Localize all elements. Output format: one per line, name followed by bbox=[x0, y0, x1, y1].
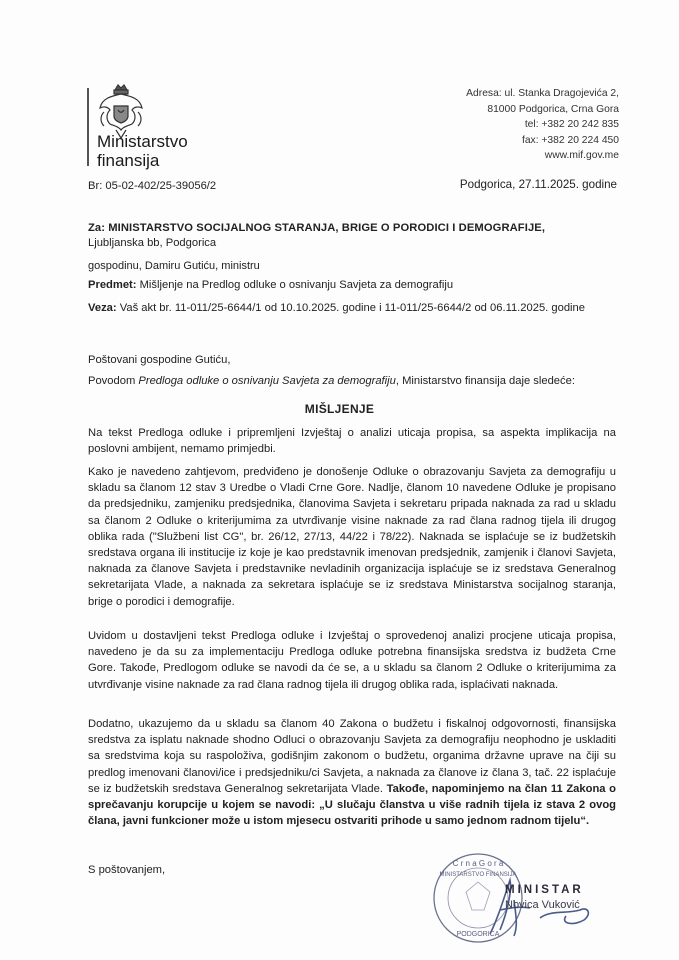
intro-after: , Ministarstvo finansija daje sledeće: bbox=[395, 375, 575, 387]
reference-number: Br: 05-02-402/25-39056/2 bbox=[88, 180, 217, 192]
paragraph-1: Na tekst Predloga odluke i pripremljeni Izvještaj o analizi uticaja propisa, sa aspekta implikacija na poslovni ambijent, nemamo primjedbi. bbox=[88, 427, 616, 456]
intro-paragraph bbox=[88, 374, 616, 389]
reference-link-line bbox=[88, 301, 618, 316]
subject-text: Mišljenje na Predlog odluke o osnivanju Savjeta za demografiju bbox=[139, 279, 454, 291]
closing-line: S poštovanjem, bbox=[88, 864, 166, 876]
addressee: gospodinu, Damiru Gutiću, ministru bbox=[88, 260, 260, 272]
svg-text:MINISTARSTVO FINANSIJA: MINISTARSTVO FINANSIJA bbox=[439, 872, 517, 878]
recipient-label: Za: bbox=[88, 222, 106, 234]
ministry-name-line1: Ministarstvo bbox=[97, 132, 188, 151]
recipient-address: Ljubljanska bb, Podgorica bbox=[88, 237, 217, 249]
svg-text:PODGORICA: PODGORICA bbox=[456, 931, 500, 938]
opinion-heading: MIŠLJENJE bbox=[304, 402, 375, 416]
subject-line bbox=[88, 279, 453, 291]
svg-text:C r n a G o r a: C r n a G o r a bbox=[452, 859, 504, 868]
veza-label: Veza: bbox=[88, 302, 117, 314]
subject-label: Predmet: bbox=[88, 279, 137, 291]
paragraph-4 bbox=[88, 716, 616, 829]
paragraph-4-regular: Dodatno, ukazujemo da u skladu sa članom 40 Zakona o budžetu i fiskalnoj odgovornosti, finansijska sredstva za isplatu naknade shodno Odluci o obrazovanju Savjeta za demografiju neophodno je uskladiti sa sredstvima koja su raspoloživa, godišnjim zakonom o budžetu, organima državne uprave na čiji su predlog imenovani članovi/ice i predsjedniku/ci Savjeta, a naknada za članove iz člana 3, tač. 22 isplaćuje se iz budžetskih sredstava Generalnog sekretarijata Vlade. bbox=[88, 718, 616, 795]
recipient-organization: MINISTARSTVO SOCIJALNOG STARANJA, BRIGE O PORODICI I DEMOGRAFIJE, bbox=[108, 222, 546, 234]
salutation: Poštovani gospodine Gutiću, bbox=[88, 354, 231, 366]
veza-text: Vaš akt br. 11-011/25-6644/1 od 10.10.2025. godine i 11-011/25-6644/2 od 06.11.2025. godine bbox=[119, 302, 585, 314]
signatory-title: MINISTAR bbox=[505, 884, 584, 896]
ministry-name bbox=[97, 132, 188, 170]
address-street: Adresa: ul. Stanka Dragojevića 2, bbox=[466, 88, 619, 99]
intro-before: Povodom bbox=[88, 375, 139, 387]
paragraph-4-bold: Takođe, napominjemo na član 11 Zakona o sprečavanju korupcije u kojem se navodi: „U slučaju članstva u više radnih tijela iz stava 2 ovog člana, javni funkcioner može u istom mjesecu ostvariti prihode u samo jednom radnom tijelu“. bbox=[88, 782, 616, 828]
paragraph-3: Uvidom u dostavljeni tekst Predloga odluke i Izvještaj o sprovedenoj analizi procjene uticaja propisa, navedeno je da su za implementaciju Predloga odluke potrebna finansijska sredstva iz budžeta Crne Gore. Takođe, Predlogom odluke se navodi da će se, a u skladu sa članom 2 Odluke o kriterijumima za utvrđivanje visine naknade za rad člana radnog tijela ili drugog oblika rada, isplaćivati naknada. bbox=[88, 630, 616, 691]
ministry-name-line2: finansija bbox=[97, 151, 160, 170]
address-website[interactable]: www.mif.gov.me bbox=[544, 150, 619, 162]
intro-italic: Predloga odluke o osnivanju Savjeta za demografiju bbox=[138, 375, 396, 387]
recipient-block bbox=[88, 221, 628, 251]
address-city: 81000 Podgorica, Crna Gora bbox=[487, 103, 619, 115]
ministry-address-block bbox=[466, 86, 619, 164]
signatory-name: Novica Vuković bbox=[505, 899, 580, 911]
address-fax: fax: +382 20 224 450 bbox=[521, 134, 619, 146]
paragraph-2: Kako je navedeno zahtjevom, predviđeno je donošenje Odluke o obrazovanju Savjeta za demografiju u skladu sa članom 12 stav 3 Uredbe o Vladi Crne Gore. Nadlje, članom 10 navedene Odluke je propisano da predsjedniku, zamjeniku predsjednika, članovima Savjeta i sekretaru pripada naknada za rad u skladu sa članom 2 Odluke o kriterijumima za utvrđivanje visine naknade za rad člana radnog tijela ili drugog oblika rada ("Službeni list CG", br. 26/12, 27/13, 44/22 i 78/22). Naknada se isplaćuje se iz budžetskih sredstava organa ili institucije iz koje je kao predstavnik imenovan predsjednik, zamjenik i članovi Savjeta, naknada za članove Savjeta i predstavnike nevladinih organizacija isplaćuje se iz sredstava Generalnog sekretarijata Vlade, a naknada za sekretara isplaćuje se iz sredstava Ministarstva socijalnog staranja, brige o porodici i demografije. bbox=[88, 466, 616, 608]
address-phone: tel: +382 20 242 835 bbox=[524, 119, 619, 131]
header-divider-line bbox=[87, 88, 89, 166]
place-date: Podgorica, 27.11.2025. godine bbox=[459, 178, 617, 191]
